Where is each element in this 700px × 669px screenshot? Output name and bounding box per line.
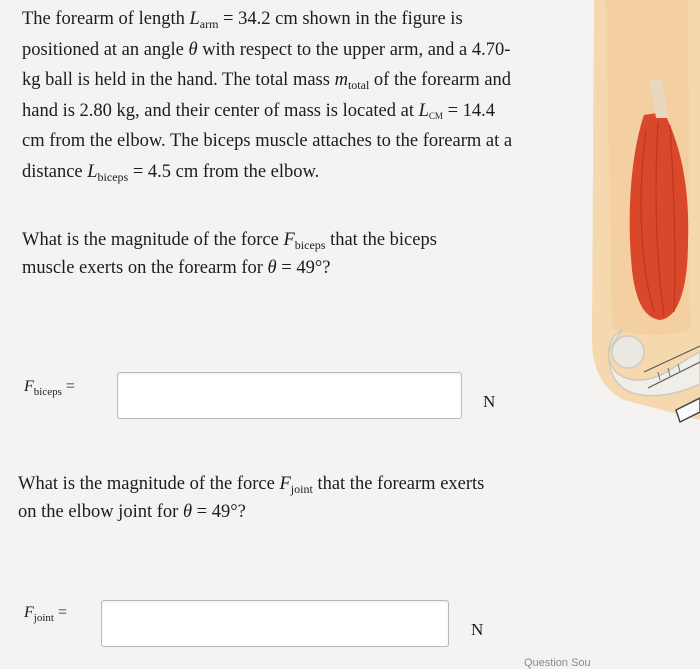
arm-figure: [584, 0, 700, 669]
biceps-force-input[interactable]: [117, 372, 462, 419]
question-source-link[interactable]: Question Sou: [524, 657, 591, 669]
question-joint-force: What is the magnitude of the force $F_{joint}$ that the forearm exerts on the elbow joint for θ = 49°?: [18, 474, 485, 522]
joint-force-input[interactable]: [101, 600, 449, 647]
unit-label-joint: N: [471, 620, 484, 639]
answer-label-biceps: $F_{biceps}$ =: [24, 378, 75, 398]
problem-statement: The forearm of length $L_{arm} = 34.2$ cm shown in the figure is positioned at an angle θ with respect to the upper arm, and a 4.70-kg ball is held in the hand. The total mass $m_{total}$ of the forearm and hand is 2.80 kg, and their center of mass is located at $L_{CM} = 14.4$ cm from the elbow. The biceps muscle attaches to the forearm at a distance $L_{biceps} = 4.5$ cm from the elbow.: [22, 9, 513, 184]
question-biceps-force: What is the magnitude of the force $F_{biceps}$ that the biceps muscle exerts on the forearm for θ = 49°?: [22, 230, 437, 278]
answer-label-joint: $F_{joint}$ =: [24, 604, 67, 624]
unit-label-biceps: N: [483, 392, 496, 411]
